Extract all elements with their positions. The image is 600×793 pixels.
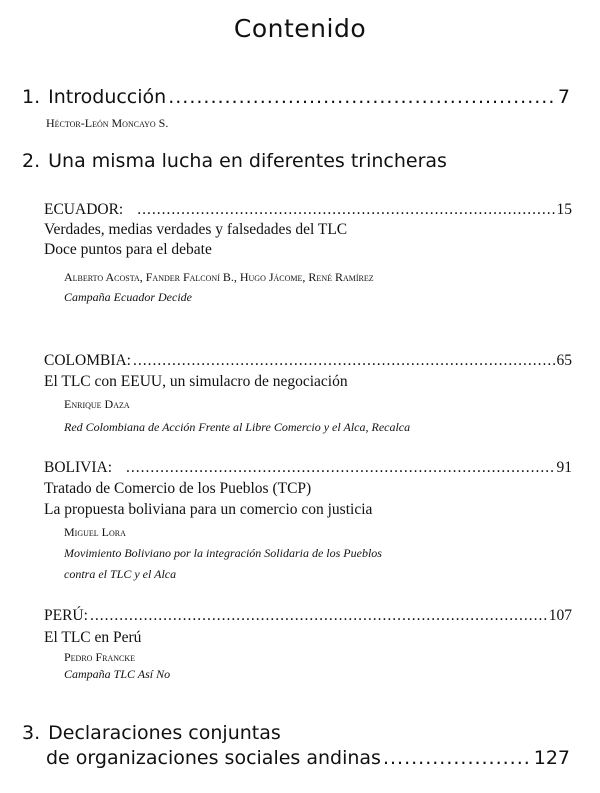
page-title: Contenido [233, 14, 367, 43]
dot-leader [133, 352, 555, 370]
toc-chapter-3-line-2[interactable] [46, 747, 570, 769]
bolivia-org-line-1: Movimiento Boliviano por la integración Solidaria de los Pueblos [64, 546, 382, 560]
toc-entry-number: 2. [22, 150, 41, 172]
toc-entry-introduccion[interactable] [22, 86, 570, 108]
dot-leader [90, 607, 547, 625]
toc-chapter-2[interactable] [22, 150, 447, 172]
toc-entry-colombia[interactable] [44, 352, 572, 370]
toc-entry-label: Introducción [48, 86, 167, 108]
toc-entry-label: de organizaciones sociales andinas [46, 747, 381, 769]
toc-entry-bolivia[interactable] [44, 459, 572, 477]
intro-author: Héctor-León Moncayo S. [46, 116, 169, 130]
colombia-authors: Enrique Daza [64, 397, 130, 411]
dot-leader [168, 86, 556, 108]
bolivia-title-line-2: La propuesta boliviana para un comercio con justicia [44, 501, 373, 518]
toc-entry-number: 3. [22, 722, 41, 744]
dot-leader [383, 747, 532, 769]
toc-entry-page: 7 [557, 86, 570, 108]
toc-chapter-3-line-1[interactable] [22, 722, 281, 744]
peru-title-line-1: El TLC en Perú [44, 629, 142, 646]
ecuador-authors: Alberto Acosta, Fander Falconí B., Hugo Jácome, René Ramírez [64, 270, 374, 284]
toc-entry-page: 91 [556, 459, 572, 476]
bolivia-title-line-1: Tratado de Comercio de los Pueblos (TCP) [44, 480, 312, 497]
bolivia-org-line-2: contra el TLC y el Alca [64, 567, 177, 581]
peru-org: Campaña TLC Así No [64, 667, 171, 681]
ecuador-title-line-2: Doce puntos para el debate [44, 241, 212, 258]
toc-entry-peru[interactable] [44, 607, 572, 625]
toc-entry-label: PERÚ: [44, 607, 88, 624]
toc-entry-page: 107 [548, 607, 572, 624]
toc-entry-label: BOLIVIA: [44, 459, 113, 476]
ecuador-org: Campaña Ecuador Decide [64, 290, 192, 304]
peru-authors: Pedro Francke [64, 650, 136, 664]
colombia-title-line-1: El TLC con EEUU, un simulacro de negociación [44, 373, 348, 390]
toc-entry-page: 127 [533, 747, 570, 769]
bolivia-authors: Miguel Lora [64, 525, 126, 539]
colombia-org: Red Colombiana de Acción Frente al Libre Comercio y el Alca, Recalca [64, 420, 411, 434]
toc-entry-number: 1. [22, 86, 41, 108]
toc-entry-page: 65 [556, 352, 572, 369]
toc-entry-label: COLOMBIA: [44, 352, 131, 369]
dot-leader [137, 201, 554, 219]
ecuador-title-line-1: Verdades, medias verdades y falsedades del TLC [44, 221, 348, 238]
toc-entry-label: Una misma lucha en diferentes trincheras [48, 150, 447, 172]
toc-entry-ecuador[interactable] [44, 201, 572, 219]
toc-entry-page: 15 [556, 201, 572, 218]
toc-entry-label: ECUADOR: [44, 201, 124, 218]
dot-leader [126, 459, 554, 477]
toc-entry-label: Declaraciones conjuntas [48, 722, 281, 744]
